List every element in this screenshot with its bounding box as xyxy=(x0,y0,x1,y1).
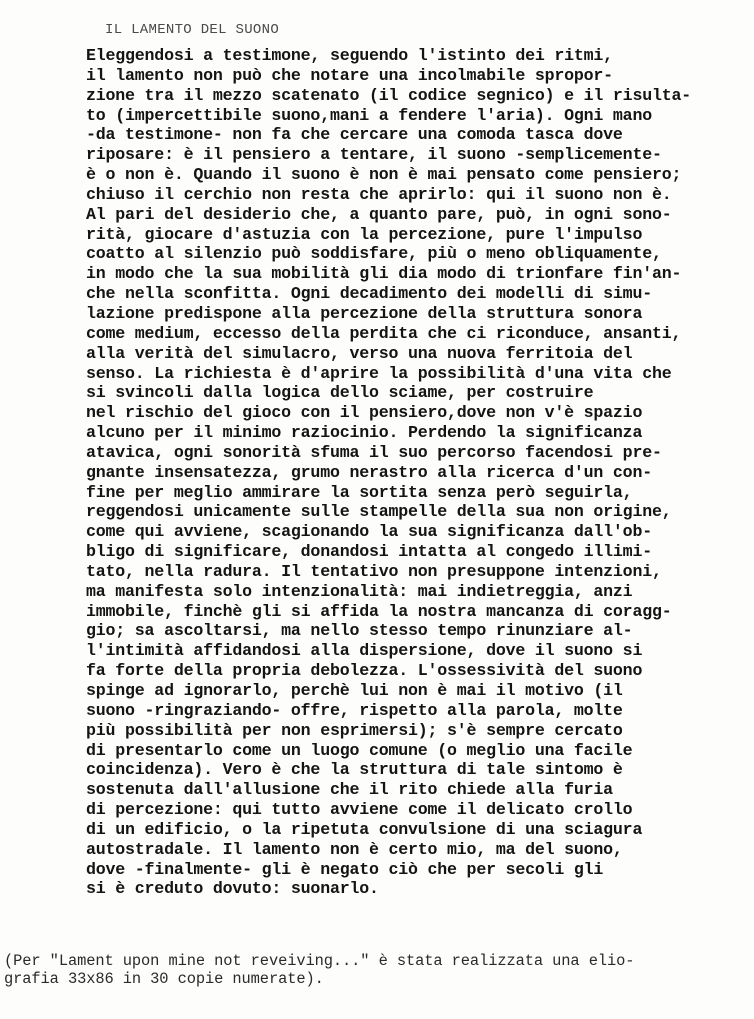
text-line: alla verità del simulacro, verso una nuova ferritoia del xyxy=(86,343,633,363)
text-line: zione tra il mezzo scatenato (il codice segnico) e il risulta- xyxy=(86,85,691,105)
text-line: è o non è. Quando il suono è non è mai pensato come pensiero; xyxy=(86,165,682,185)
text-line: dove -finalmente- gli è negato ciò che per secoli gli xyxy=(86,859,604,879)
text-line: riposare: è il pensiero a tentare, il suono -semplicemente- xyxy=(86,145,662,165)
text-line: ma manifesta solo intenzionalità: mai indietreggia, anzi xyxy=(86,581,633,601)
body-paragraph xyxy=(86,46,691,899)
footnote xyxy=(4,952,634,988)
text-line: reggendosi unicamente sulle stampelle della sua non origine, xyxy=(86,502,672,522)
text-line: nel rischio del gioco con il pensiero,dove non v'è spazio xyxy=(86,403,643,423)
text-line: di presentarlo come un luogo comune (o meglio una facile xyxy=(86,740,633,760)
text-line: in modo che la sua mobilità gli dia modo di trionfare fin'an- xyxy=(86,264,682,284)
text-line: l'intimità affidandosi alla dispersione, dove il suono si xyxy=(86,641,643,661)
text-line: gio; sa ascoltarsi, ma nello stesso tempo rinunziare al- xyxy=(86,621,633,641)
text-line: alcuno per il minimo raziocinio. Perdendo la significanza xyxy=(86,423,643,443)
text-line: coincidenza). Vero è che la struttura di tale sintomo è xyxy=(86,760,623,780)
text-line: sostenuta dall'allusione che il rito chiede alla furia xyxy=(86,780,613,800)
text-line: Eleggendosi a testimone, seguendo l'istinto dei ritmi, xyxy=(86,46,613,65)
text-line: fa forte della propria debolezza. L'ossessività del suono xyxy=(86,661,643,681)
text-line: più possibilità per non esprimersi); s'è sempre cercato xyxy=(86,720,623,740)
text-line: come qui avviene, scagionando la sua significanza dall'ob- xyxy=(86,522,652,542)
text-line: Al pari del desiderio che, a quanto pare, può, in ogni sono- xyxy=(86,204,672,224)
text-line: to (impercettibile suono,mani a fendere l'aria). Ogni mano xyxy=(86,105,652,125)
text-line: spinge ad ignorarlo, perchè lui non è mai il motivo (il xyxy=(86,681,623,700)
text-line: senso. La richiesta è d'aprire la possibilità d'una vita che xyxy=(86,363,672,383)
text-line: si svincoli dalla logica dello sciame, per costruire xyxy=(86,383,594,403)
text-line: rità, giocare d'astuzia con la percezione, pure l'impulso xyxy=(86,224,643,244)
text-line: -da testimone- non fa che cercare una comoda tasca dove xyxy=(86,125,623,145)
text-line: immobile, finchè gli si affida la nostra mancanza di coragg- xyxy=(86,601,672,621)
footnote-line: (Per "Lament upon mine not reveiving..." è stata realizzata una elio- xyxy=(4,952,635,970)
text-line: che nella sconfitta. Ogni decadimento dei modelli di simu- xyxy=(86,284,652,304)
text-line: di un edificio, o la ripetuta convulsione di una sciagura xyxy=(86,819,643,839)
text-line: tato, nella radura. Il tentativo non presuppone intenzioni, xyxy=(86,561,662,581)
text-line: di percezione: qui tutto avviene come il delicato crollo xyxy=(86,800,633,820)
text-line: gnante insensatezza, grumo nerastro alla ricerca d'un con- xyxy=(86,462,652,482)
text-line: si è creduto dovuto: suonarlo. xyxy=(86,879,379,899)
text-line: bligo di significare, donandosi intatta al congedo illimi- xyxy=(86,542,652,562)
text-line: fine per meglio ammirare la sortita senza però seguirla, xyxy=(86,482,633,502)
footnote-line: grafia 33x86 in 30 copie numerate). xyxy=(4,970,324,988)
text-line: il lamento non può che notare una incolmabile spropor- xyxy=(86,65,613,85)
text-line: lazione predispone alla percezione della struttura sonora xyxy=(86,303,643,323)
text-line: coatto al silenzio può soddisfare, più o meno obliquamente, xyxy=(86,244,662,264)
text-line: come medium, eccesso della perdita che ci riconduce, ansanti, xyxy=(86,323,682,343)
text-line: autostradale. Il lamento non è certo mio, ma del suono, xyxy=(86,839,623,859)
page-title: IL LAMENTO DEL SUONO xyxy=(105,22,280,38)
text-line: atavica, ogni sonorità sfuma il suo percorso facendosi pre- xyxy=(86,442,662,462)
text-line: chiuso il cerchio non resta che aprirlo: qui il suono non è. xyxy=(86,184,672,204)
text-line: suono -ringraziando- offre, rispetto alla parola, molte xyxy=(86,700,623,720)
